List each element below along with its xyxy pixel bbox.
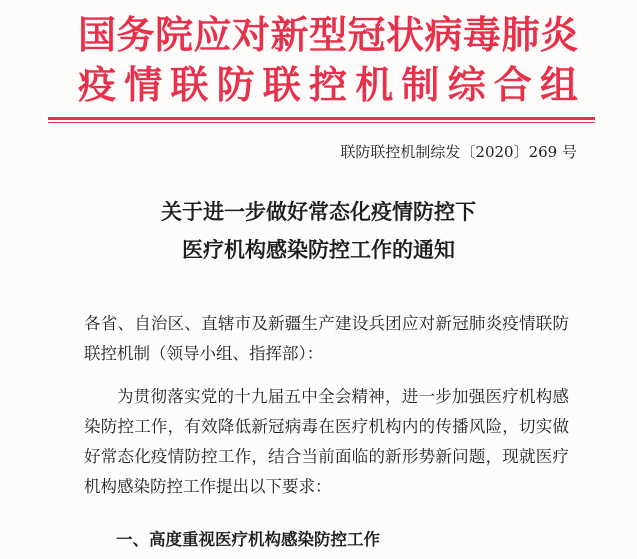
document-title-line-2: 医疗机构感染防控工作的通知 [182, 237, 455, 262]
letterhead-divider-thin [48, 122, 595, 123]
document-number: 联防联控机制综发〔2020〕269 号 [340, 143, 577, 161]
letterhead-line-2: 疫情联防联控机制综合组 [78, 63, 578, 107]
letterhead-line-1: 国务院应对新型冠状病毒肺炎 [78, 13, 578, 57]
document-title-line-1: 关于进一步做好常态化疫情防控下 [161, 199, 476, 224]
body-paragraph: 为贯彻落实党的十九届五中全会精神，进一步加强医疗机构感染防控工作，有效降低新冠病毒在医疗机构内的传播风险，切实做好常态化疫情防控工作，结合当前面临的新形势新问题，现就医疗机构感染防控工作提出以下要求： [84, 387, 569, 496]
letterhead-divider-thick [48, 117, 595, 120]
section-heading: 一、高度重视医疗机构感染防控工作 [116, 530, 380, 549]
addressee: 各省、自治区、直辖市及新疆生产建设兵团应对新冠肺炎疫情联防联控机制（领导小组、指挥部）： [84, 314, 569, 363]
